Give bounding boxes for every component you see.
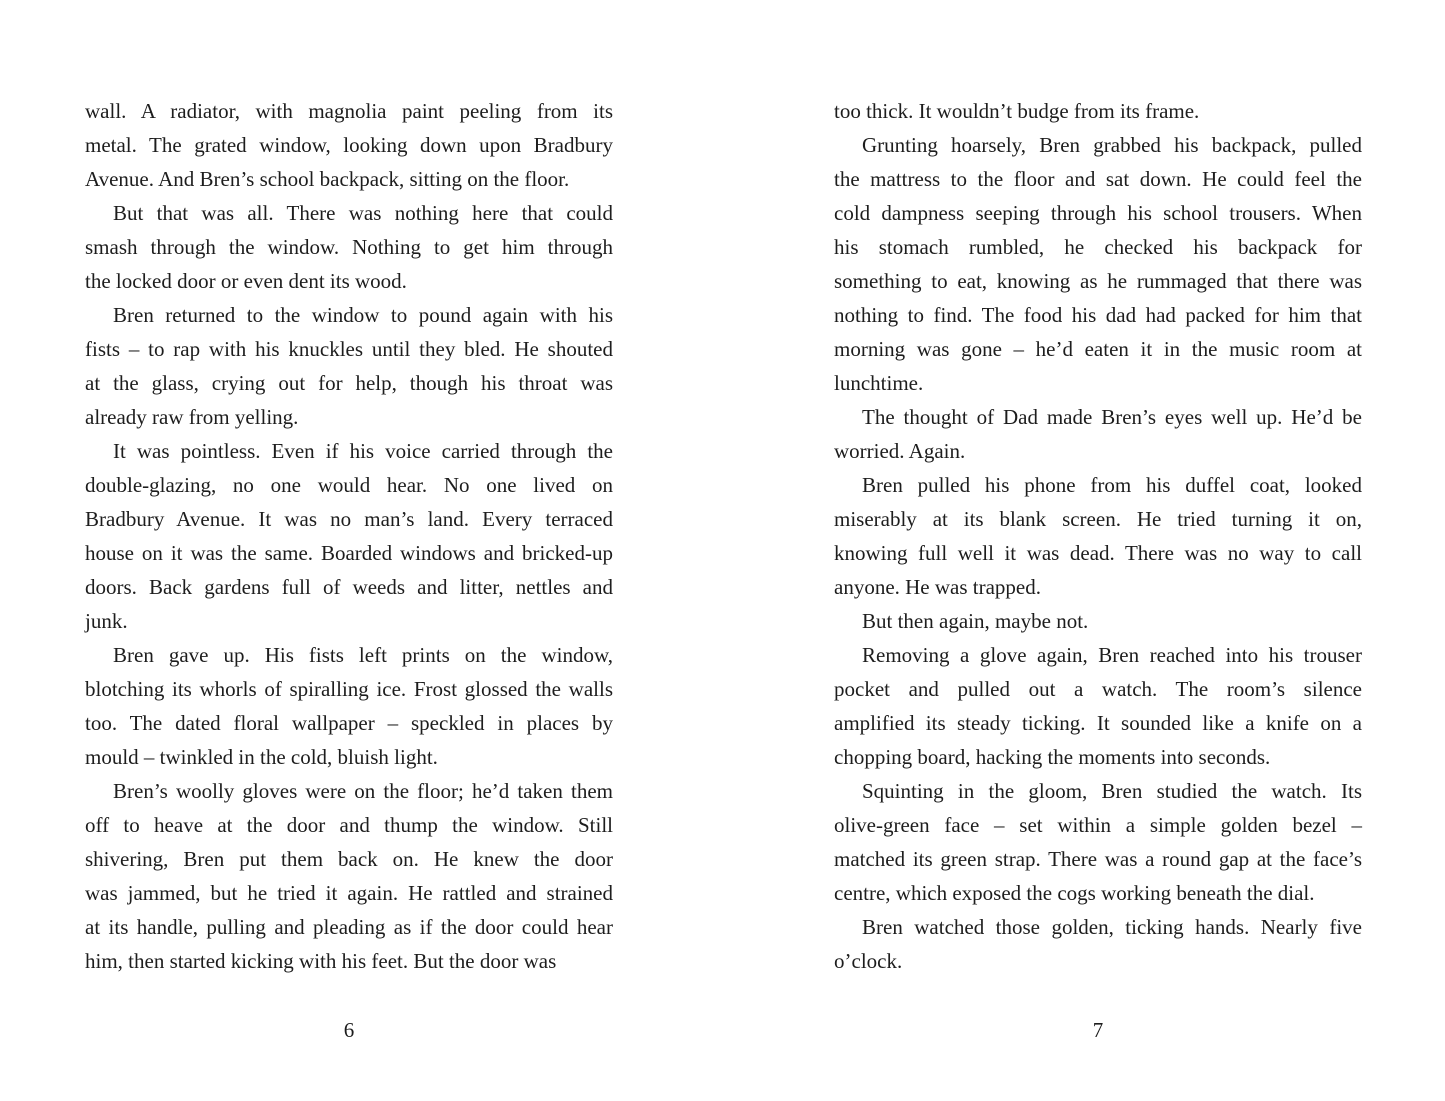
text-line: amplified its steady ticking. It sounded like a knife on a — [834, 711, 1362, 735]
paragraph — [85, 94, 613, 196]
text-line: matched its green strap. There was a round gap at the face’s — [834, 847, 1362, 871]
text-line: metal. The grated window, looking down upon Bradbury — [85, 133, 613, 157]
text-line: double-glazing, no one would hear. No one lived on — [85, 473, 613, 497]
text-line: lunchtime. — [834, 371, 924, 395]
paragraph — [85, 196, 613, 298]
text-line: Squinting in the gloom, Bren studied the watch. Its — [862, 779, 1362, 803]
paragraph — [85, 638, 613, 774]
paragraph — [85, 774, 613, 978]
text-line: at its handle, pulling and pleading as if the door could hear — [85, 915, 613, 939]
text-line: too. The dated floral wallpaper – speckled in places by — [85, 711, 613, 735]
text-line: chopping board, hacking the moments into seconds. — [834, 745, 1271, 769]
text-line: mould – twinkled in the cold, bluish light. — [85, 745, 438, 769]
text-line: something to eat, knowing as he rummaged that there was — [834, 269, 1362, 293]
text-line: Bren pulled his phone from his duffel coat, looked — [862, 473, 1362, 497]
text-line: off to heave at the door and thump the window. Still — [85, 813, 613, 837]
paragraph — [834, 910, 1362, 978]
text-line: Grunting hoarsely, Bren grabbed his backpack, pulled — [862, 133, 1362, 157]
page-number: 6 — [343, 1018, 355, 1042]
text-line: him, then started kicking with his feet. But the door was — [85, 949, 557, 973]
text-line: It was pointless. Even if his voice carried through the — [113, 439, 613, 463]
text-line: Bren’s woolly gloves were on the floor; he’d taken them — [113, 779, 613, 803]
text-line: anyone. He was trapped. — [834, 575, 1042, 599]
text-line: olive-green face – set within a simple golden bezel – — [834, 813, 1362, 837]
text-line: already raw from yelling. — [85, 405, 299, 429]
text-line: Removing a glove again, Bren reached into his trouser — [862, 643, 1362, 667]
page-text-column — [834, 94, 1362, 978]
text-line: morning was gone – he’d eaten it in the music room at — [834, 337, 1362, 361]
text-line: junk. — [85, 609, 128, 633]
text-line: knowing full well it was dead. There was no way to call — [834, 541, 1362, 565]
paragraph — [834, 94, 1362, 128]
text-line: miserably at its blank screen. He tried turning it on, — [834, 507, 1362, 531]
text-line: his stomach rumbled, he checked his backpack for — [834, 235, 1362, 259]
paragraph — [85, 298, 613, 434]
text-line: o’clock. — [834, 949, 903, 973]
text-line: the locked door or even dent its wood. — [85, 269, 407, 293]
text-line: Avenue. And Bren’s school backpack, sitting on the floor. — [85, 167, 570, 191]
text-line: pocket and pulled out a watch. The room’s silence — [834, 677, 1362, 701]
text-line: But that was all. There was nothing here that could — [113, 201, 613, 225]
text-line: cold dampness seeping through his school trousers. When — [834, 201, 1362, 225]
paragraph — [834, 400, 1362, 468]
text-line: the mattress to the floor and sat down. He could feel the — [834, 167, 1362, 191]
text-line: The thought of Dad made Bren’s eyes well up. He’d be — [862, 405, 1362, 429]
paragraph — [834, 604, 1362, 638]
text-line: wall. A radiator, with magnolia paint peeling from its — [85, 99, 613, 123]
text-line: smash through the window. Nothing to get him through — [85, 235, 613, 259]
text-line: at the glass, crying out for help, though his throat was — [85, 371, 613, 395]
text-line: Bren watched those golden, ticking hands. Nearly five — [862, 915, 1362, 939]
paragraph — [834, 128, 1362, 400]
paragraph — [85, 434, 613, 638]
text-line: shivering, Bren put them back on. He knew the door — [85, 847, 613, 871]
text-line: too thick. It wouldn’t budge from its frame. — [834, 99, 1200, 123]
book-page-left — [85, 94, 613, 1064]
paragraph — [834, 468, 1362, 604]
paragraph — [834, 774, 1362, 910]
text-line: blotching its whorls of spiralling ice. Frost glossed the walls — [85, 677, 613, 701]
text-line: Bren returned to the window to pound again with his — [113, 303, 613, 327]
page-text-column — [85, 94, 613, 978]
text-line: Bradbury Avenue. It was no man’s land. Every terraced — [85, 507, 613, 531]
text-line: house on it was the same. Boarded windows and bricked-up — [85, 541, 613, 565]
text-line: But then again, maybe not. — [862, 609, 1089, 633]
text-line: nothing to find. The food his dad had packed for him that — [834, 303, 1362, 327]
text-line: worried. Again. — [834, 439, 966, 463]
text-line: fists – to rap with his knuckles until they bled. He shouted — [85, 337, 613, 361]
paragraph — [834, 638, 1362, 774]
text-line: was jammed, but he tried it again. He rattled and strained — [85, 881, 613, 905]
text-line: doors. Back gardens full of weeds and litter, nettles and — [85, 575, 613, 599]
book-page-right — [834, 94, 1362, 1064]
text-line: Bren gave up. His fists left prints on the window, — [113, 643, 613, 667]
page-number: 7 — [1092, 1018, 1104, 1042]
text-line: centre, which exposed the cogs working beneath the dial. — [834, 881, 1315, 905]
